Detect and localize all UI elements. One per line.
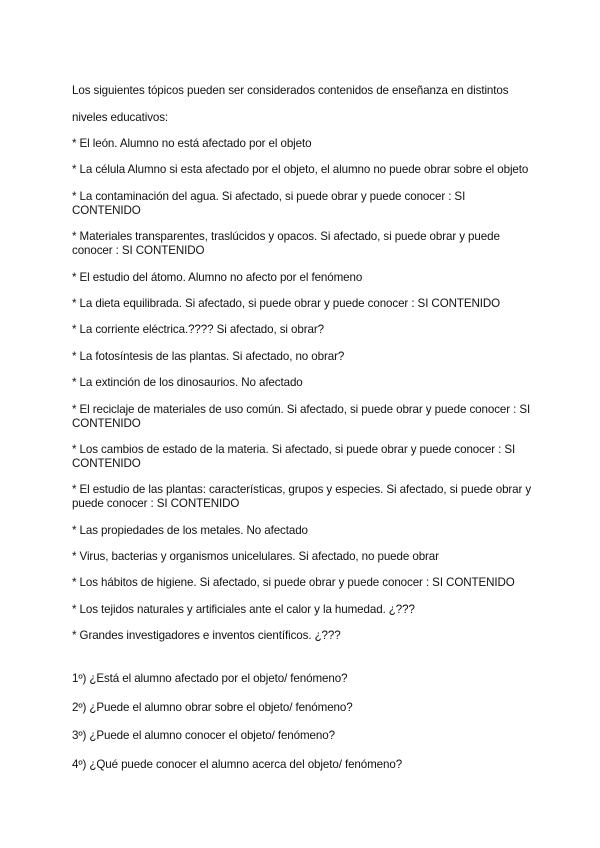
question-item: 2º) ¿Puede el alumno obrar sobre el objeto/ fenómeno? (72, 700, 353, 714)
list-item: * La corriente eléctrica.???? Si afectado, si obrar? (72, 323, 324, 337)
list-item: * Los cambios de estado de la materia. Si afectado, si puede obrar y puede conocer : SI CONTENIDO (72, 442, 516, 470)
topic-list (72, 137, 532, 643)
question-item: 3º) ¿Puede el alumno conocer el objeto/ fenómeno? (72, 729, 335, 743)
list-item: * El estudio de las plantas: características, grupos y especies. Si afectado, si puede obrar y puede conocer : SI CONTENIDO (72, 483, 532, 511)
document-page (72, 84, 532, 786)
list-item: * La extinción de los dinosaurios. No afectado (72, 376, 303, 390)
list-item: * El reciclaje de materiales de uso común. Si afectado, si puede obrar y puede conocer : SI CONTENIDO (72, 402, 531, 430)
list-item: * La contaminación del agua. Si afectado, si puede obrar y puede conocer : SI CONTENIDO (72, 189, 466, 217)
question-item: 4º) ¿Qué puede conocer el alumno acerca del objeto/ fenómeno? (72, 757, 403, 771)
list-item: * El león. Alumno no está afectado por el objeto (72, 137, 312, 150)
list-item: * La célula Alumno si esta afectado por el objeto, el alumno no puede obrar sobre el objeto (72, 163, 529, 177)
list-item: * Los tejidos naturales y artificiales ante el calor y la humedad. ¿??? (72, 602, 415, 616)
list-item: * Materiales transparentes, traslúcidos y opacos. Si afectado, si puede obrar y puede conocer : SI CONTENIDO (72, 230, 500, 258)
question-list (72, 672, 532, 772)
question-item: 1º) ¿Está el alumno afectado por el objeto/ fenómeno? (72, 672, 348, 686)
list-item: * Virus, bacterias y organismos unicelulares. Si afectado, no puede obrar (72, 550, 439, 564)
list-item: * Las propiedades de los metales. No afectado (72, 523, 308, 537)
list-item: * Grandes investigadores e inventos científicos. ¿??? (72, 629, 341, 643)
list-item: * La dieta equilibrada. Si afectado, si puede obrar y puede conocer : SI CONTENIDO (72, 296, 501, 310)
intro-line: niveles educativos: (72, 111, 169, 124)
list-item: * La fotosíntesis de las plantas. Si afectado, no obrar? (72, 349, 345, 363)
list-item: * Los hábitos de higiene. Si afectado, si puede obrar y puede conocer : SI CONTENIDO (72, 576, 515, 590)
list-item: * El estudio del átomo. Alumno no afecto por el fenómeno (72, 270, 363, 284)
intro-line: Los siguientes tópicos pueden ser considerados contenidos de enseñanza en distintos (72, 84, 509, 97)
intro (72, 84, 532, 125)
